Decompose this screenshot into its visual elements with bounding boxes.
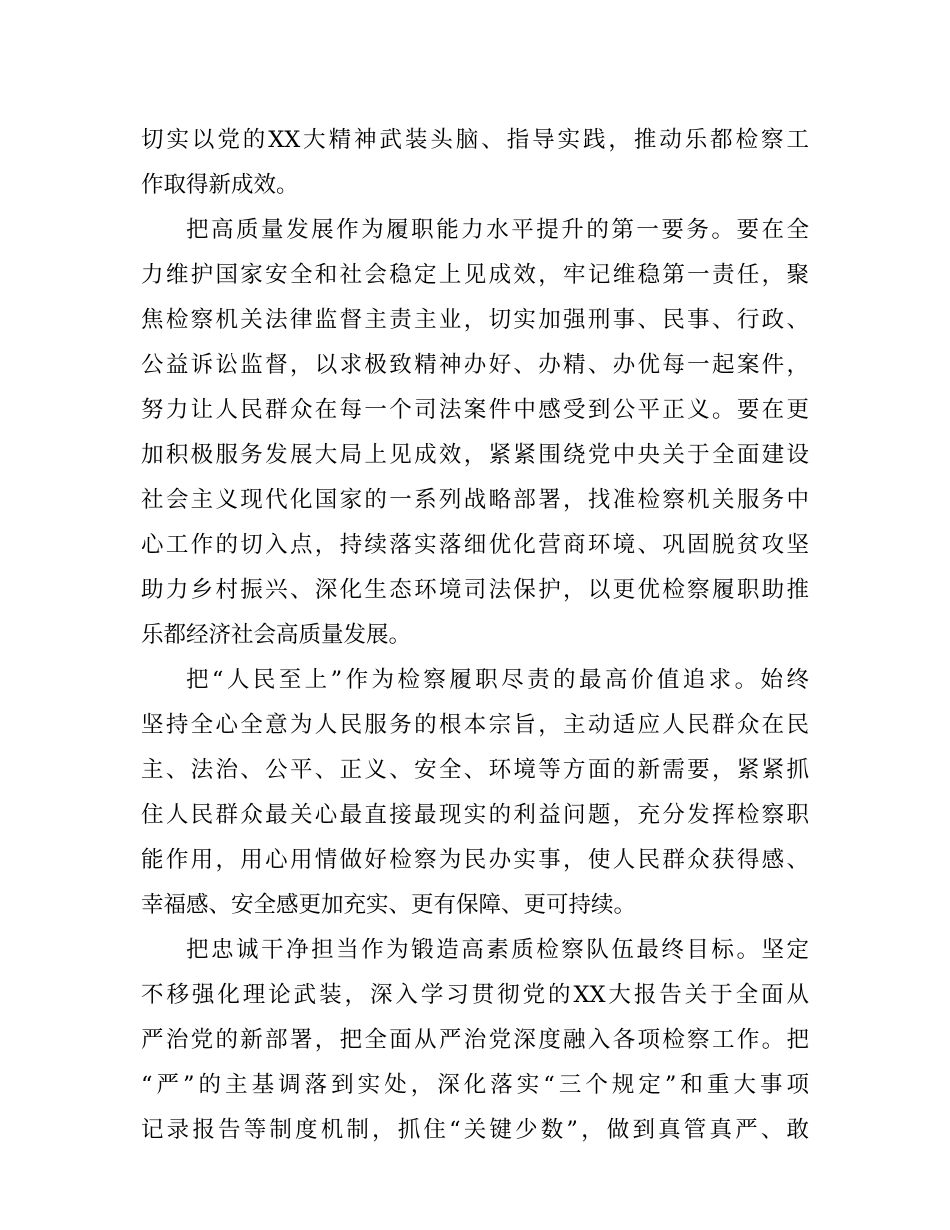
text-line: 能作用，用心用情做好检察为民办实事，使人民群众获得感、	[141, 847, 809, 873]
text-line: 乐都经济社会高质量发展。	[141, 622, 412, 648]
text-line: 把忠诚干净担当作为锻造高素质检察队伍最终目标。坚定	[186, 937, 809, 963]
text-line: “严”的主基调落到实处，深化落实“三个规定”和重大事项	[141, 1072, 809, 1098]
text-line: 助力乡村振兴、深化生态环境司法保护，以更优检察履职助推	[141, 577, 809, 603]
text-line: 记录报告等制度机制，抓住“关键少数”，做到真管真严、敢	[141, 1117, 809, 1143]
text-line: 住人民群众最关心最直接最现实的利益问题，充分发挥检察职	[141, 802, 809, 828]
text-line: 力维护国家安全和社会稳定上见成效，牢记维稳第一责任，聚	[141, 262, 809, 288]
text-line: 切实以党的XX大精神武装头脑、指导实践，推动乐都检察工	[141, 127, 809, 153]
text-line: 焦检察机关法律监督主责主业，切实加强刑事、民事、行政、	[141, 307, 809, 333]
text-line: 心工作的切入点，持续落实落细优化营商环境、巩固脱贫攻坚	[141, 532, 809, 558]
document-body	[141, 118, 809, 1153]
text-line: 努力让人民群众在每一个司法案件中感受到公平正义。要在更	[141, 397, 809, 423]
text-line: 加积极服务发展大局上见成效，紧紧围绕党中央关于全面建设	[141, 442, 809, 468]
text-line: 幸福感、安全感更加充实、更有保障、更可持续。	[141, 892, 637, 918]
text-line: 不移强化理论武装，深入学习贯彻党的XX大报告关于全面从	[141, 982, 809, 1008]
text-line: 作取得新成效。	[141, 172, 299, 198]
text-line: 坚持全心全意为人民服务的根本宗旨，主动适应人民群众在民	[141, 712, 809, 738]
text-line: 主、法治、公平、正义、安全、环境等方面的新需要，紧紧抓	[141, 757, 809, 783]
text-line: 严治党的新部署，把全面从严治党深度融入各项检察工作。把	[141, 1027, 809, 1053]
text-line: 社会主义现代化国家的一系列战略部署，找准检察机关服务中	[141, 487, 809, 513]
text-line: 把“人民至上”作为检察履职尽责的最高价值追求。始终	[186, 667, 809, 693]
text-line: 公益诉讼监督，以求极致精神办好、办精、办优每一起案件，	[141, 352, 809, 378]
text-line: 把高质量发展作为履职能力水平提升的第一要务。要在全	[186, 217, 809, 243]
